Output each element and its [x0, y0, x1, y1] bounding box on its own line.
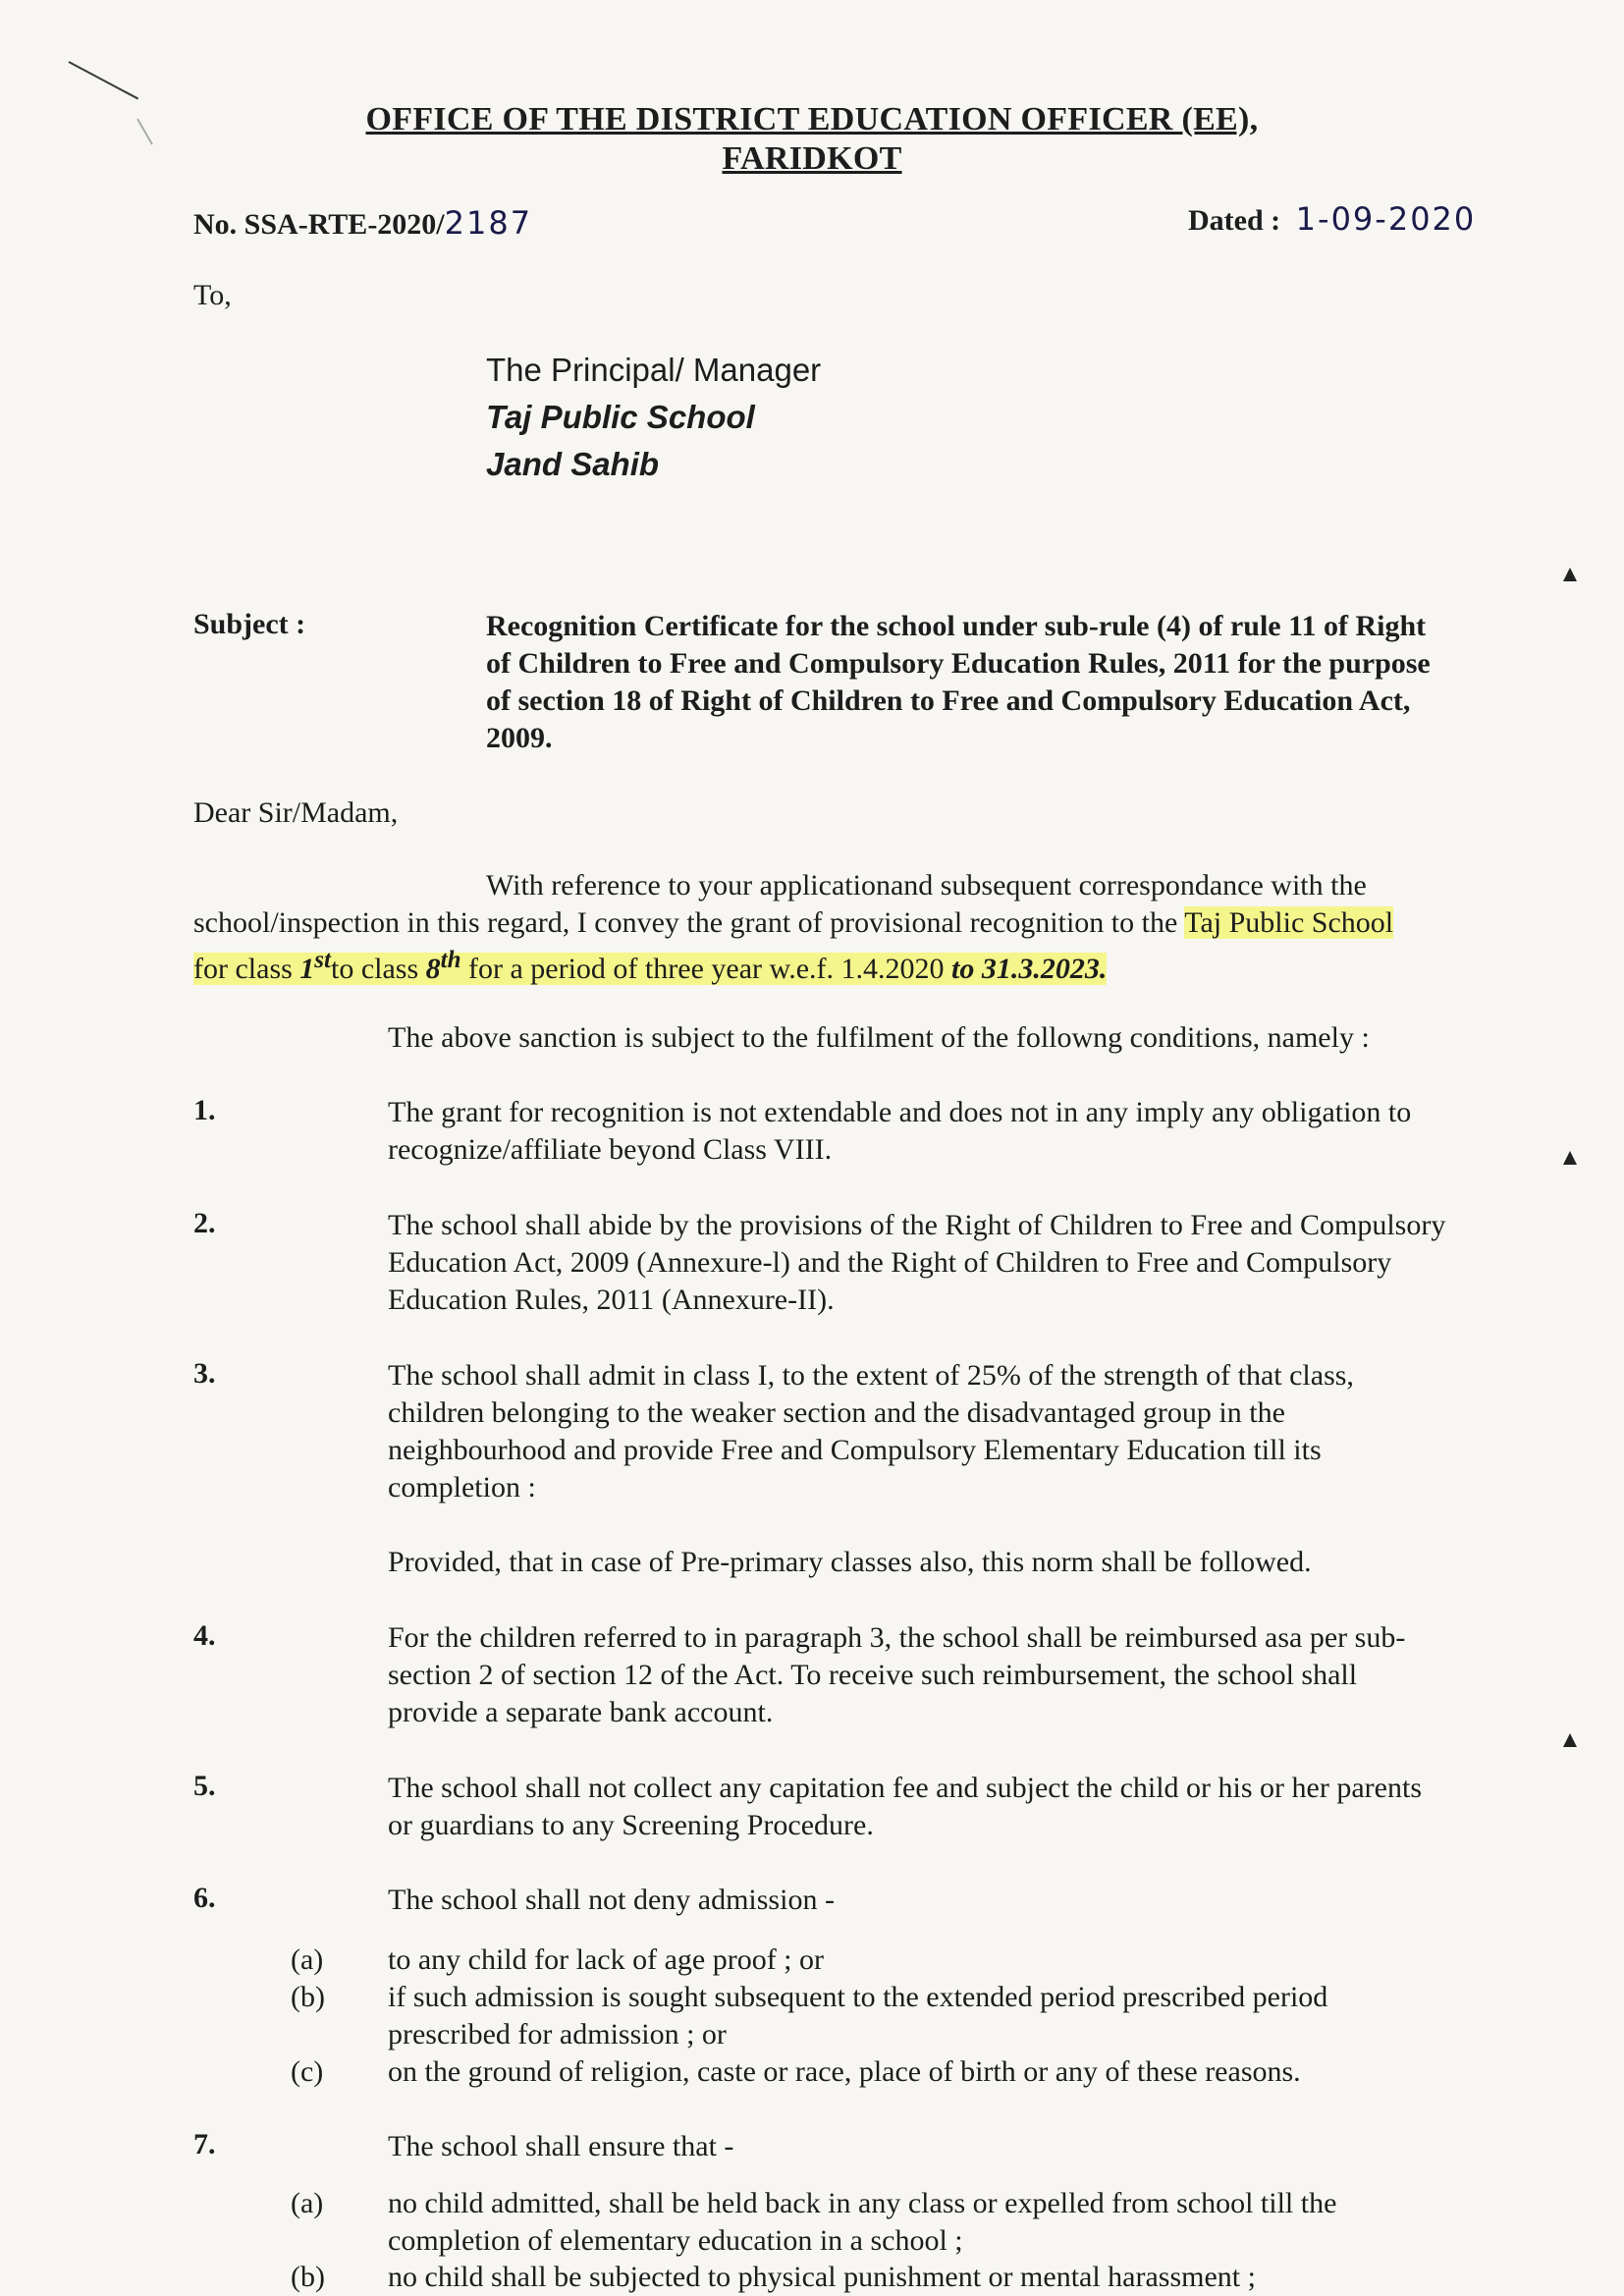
subitem-text: no child admitted, shall be held back in any class or expelled from school till the completion of elementary education in a school ;: [388, 2187, 1337, 2257]
subitem-label: (a): [291, 1943, 324, 1976]
reference-number: No. SSA-RTE-2020/2187: [193, 204, 533, 242]
handwritten-date: 1-09-2020: [1295, 200, 1477, 238]
recipient-school: Taj Public School: [486, 399, 755, 435]
print-mark: [1563, 568, 1577, 581]
salutation: Dear Sir/Madam,: [193, 796, 399, 829]
subject-label: Subject :: [193, 608, 306, 640]
subject-text: Recognition Certificate for the school under sub-rule (4) of rule 11 of Right of Children to Free and Compulsory Education Rules, 2011 for the purpose of section 18 of Right of Children to Free and Compulsory Education Act, 2009.: [486, 610, 1431, 754]
subitem-text: if such admission is sought subsequent to the extended period prescribed period prescribed for admission ; or: [388, 1981, 1328, 2050]
intro-paragraph: With reference to your applicationand subsequent correspondance with the school/inspection in this regard, I convey the grant of provisional recognition to the Taj Public School for class 1stto class 8th for a period of three year w.e.f. 1.4.2020 to 31.3.2023.: [193, 869, 1394, 985]
condition-text: The school shall not collect any capitation fee and subject the child or his or her parents or guardians to any Screening Procedure.: [388, 1772, 1422, 1841]
condition-text: The school shall ensure that -: [388, 2130, 734, 2162]
subitem-text: no child shall be subjected to physical punishment or mental harassment ;: [388, 2261, 1256, 2293]
pen-mark: [69, 61, 139, 99]
condition-number: 7.: [193, 2128, 216, 2160]
subitem-label: (a): [291, 2187, 324, 2219]
condition-number: 2.: [193, 1207, 216, 1239]
condition-text: The school shall abide by the provisions of the Right of Children to Free and Compulsory Education Act, 2009 (Annexure-l) and the Right of Children to Free and Compulsory Education Rules, 2011 (Annexure-II).: [388, 1209, 1446, 1316]
subitem-label: (b): [291, 1981, 325, 2013]
condition-number: 1.: [193, 1094, 216, 1126]
subitem-label: (c): [291, 2055, 324, 2088]
print-mark: [1563, 1151, 1577, 1165]
recipient-title: The Principal/ Manager: [486, 352, 822, 388]
condition-number: 4.: [193, 1619, 216, 1652]
letterhead-line2: FARIDKOT: [722, 140, 902, 177]
conditions-intro: The above sanction is subject to the fulfilment of the followng conditions, namely :: [388, 1021, 1370, 1054]
highlighted-school-name: Taj Public School: [1184, 906, 1394, 939]
subitem-text: on the ground of religion, caste or race, place of birth or any of these reasons.: [388, 2055, 1301, 2088]
condition-text: The grant for recognition is not extendable and does not in any imply any obligation to recognize/affiliate beyond Class VIII.: [388, 1096, 1412, 1166]
reference-date: Dated : 1-09-2020: [1188, 200, 1477, 238]
subitem-text: to any child for lack of age proof ; or: [388, 1943, 825, 1976]
condition-text: The school shall admit in class I, to the extent of 25% of the strength of that class, children belonging to the weaker section and the disadvantaged group in the neighbourhood and provide Free and Compulsory Elementary Education till its completion :: [388, 1359, 1354, 1503]
condition-text: For the children referred to in paragraph 3, the school shall be reimbursed asa per sub- section 2 of section 12 of the Act. To receive such reimbursement, the school shall provide a separate bank account.: [388, 1621, 1406, 1728]
condition-text: The school shall not deny admission -: [388, 1884, 835, 1916]
subitem-label: (b): [291, 2261, 325, 2293]
condition-proviso: Provided, that in case of Pre-primary classes also, this norm shall be followed.: [388, 1546, 1312, 1578]
highlighted-class-range: for class 1stto class 8th for a period of three year w.e.f. 1.4.2020 to 31.3.2023.: [193, 947, 1108, 985]
letterhead-line1: OFFICE OF THE DISTRICT EDUCATION OFFICER (EE),: [365, 101, 1259, 137]
condition-number: 5.: [193, 1770, 216, 1802]
condition-number: 6.: [193, 1882, 216, 1914]
recipient-place: Jand Sahib: [486, 446, 660, 482]
condition-number: 3.: [193, 1357, 216, 1390]
handwritten-number: 2187: [444, 204, 533, 242]
to-label: To,: [193, 279, 232, 311]
print-mark: [1563, 1733, 1577, 1747]
